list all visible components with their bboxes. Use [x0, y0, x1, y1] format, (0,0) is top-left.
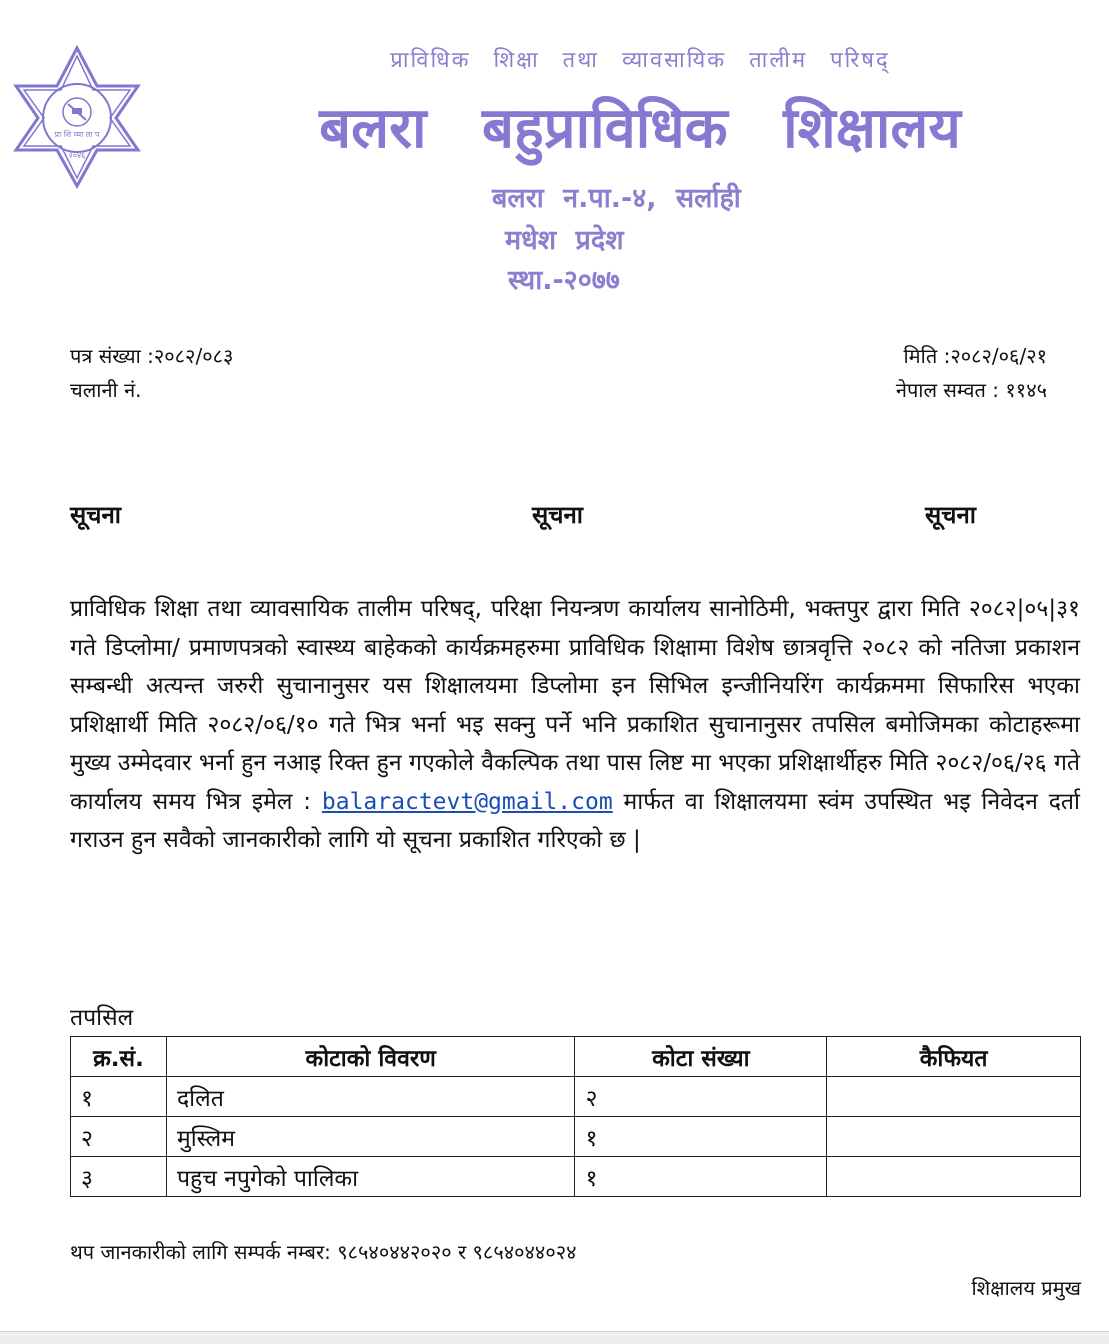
cell-serial: २: [71, 1117, 167, 1157]
province: मधेश प्रदेश: [505, 225, 624, 256]
notice-title-left: सूचना: [70, 501, 121, 529]
letter-date: मिति :२०८२/०६/२१: [903, 344, 1047, 368]
cell-quota-description: मुस्लिम: [166, 1117, 575, 1157]
table-row: [71, 1077, 1081, 1117]
notice-title-right: सूचना: [925, 501, 976, 529]
signature-title: शिक्षालय प्रमुख: [971, 1276, 1081, 1300]
notice-body: [70, 590, 1080, 860]
nepal-sambat: नेपाल सम्वत : ११४५: [895, 378, 1047, 402]
council-name: प्राविधिक शिक्षा तथा व्यावसायिक तालीम परिषद्: [390, 48, 890, 73]
cell-quota-description: दलित: [166, 1077, 575, 1117]
cell-remarks: [827, 1077, 1081, 1117]
cell-remarks: [827, 1117, 1081, 1157]
cell-serial: ३: [71, 1157, 167, 1197]
cell-quota-description: पहुच नपुगेको पालिका: [166, 1157, 575, 1197]
header-remarks: कैफियत: [827, 1037, 1081, 1077]
header-serial: क्र.सं.: [71, 1037, 167, 1077]
contact-numbers: थप जानकारीको लागि सम्पर्क नम्बर: ९८५४०४४२०२० र ९८५४०४४०२४: [70, 1240, 577, 1264]
table-caption: तपसिल: [70, 1005, 134, 1031]
school-address: बलरा न.पा.-४, सर्लाही: [492, 183, 741, 214]
logo-year: २०४६: [68, 151, 86, 160]
ctevt-star-emblem-icon: [12, 44, 142, 190]
email-link[interactable]: balaractevt@gmail.com: [321, 788, 613, 815]
header-quota-count: कोटा संख्या: [575, 1037, 827, 1077]
table-header-row: [71, 1037, 1081, 1077]
header-quota-description: कोटाको विवरण: [166, 1037, 575, 1077]
cell-quota-count: १: [575, 1117, 827, 1157]
cell-quota-count: २: [575, 1077, 827, 1117]
letter-number: पत्र संख्या :२०८२/०८३: [70, 344, 234, 368]
table-row: [71, 1117, 1081, 1157]
ctevt-logo: [12, 44, 142, 190]
cell-serial: १: [71, 1077, 167, 1117]
page-bottom-divider: [0, 1331, 1109, 1344]
notice-body-part1: प्राविधिक शिक्षा तथा व्यावसायिक तालीम परिषद्, परिक्षा नियन्त्रण कार्यालय सानोठिमी, भक्तपुर द्वारा मिति २०८२|०५|३१ गते डिप्लोमा/ प्रमाणपत्रको स्वास्थ्य बाहेकको कार्यक्रमहरुमा प्राविधिक शिक्षामा विशेष छात्रवृत्ति २०८२ को नतिजा प्रकाशन सम्बन्धी अत्यन्त जरुरी सुचानानुसर यस शिक्षालयमा डिप्लोमा इन सिभिल इन्जीनियरिंग कार्यक्रममा सिफारिस भएका प्रशिक्षार्थी मिति २०८२/०६/१० गते भित्र भर्ना भइ सक्नु पर्ने भनि प्रकाशित सुचानानुसर तपसिल बमोजिमका कोटाहरूमा मुख्य उम्मेदवार भर्ना हुन नआइ रिक्त हुन गएकोले वैकल्पिक तथा पास लिष्ट मा भएका प्रशिक्षार्थीहरु मिति २०८२/०६/२६ गते कार्यालय समय भित्र इमेल :: [70, 596, 1080, 815]
established-year: स्था.-२०७७: [508, 265, 620, 296]
notice-title-center: सूचना: [532, 501, 583, 529]
notice-body-part2: मार्फत वा शिक्षालयमा स्वंम उपस्थित भइ निवेदन दर्ता गराउन हुन सवैको जानकारीको लागि यो सूचना प्रकाशित गरिएको छ |: [70, 788, 1081, 853]
dispatch-number: चलानी नं.: [70, 378, 142, 402]
school-name: बलरा बहुप्राविधिक शिक्षालय: [319, 96, 961, 161]
table-row: [71, 1157, 1081, 1197]
quota-table: [70, 1036, 1081, 1197]
cell-remarks: [827, 1157, 1081, 1197]
logo-text: प्रा शि व्या ता प: [54, 130, 100, 139]
cell-quota-count: १: [575, 1157, 827, 1197]
